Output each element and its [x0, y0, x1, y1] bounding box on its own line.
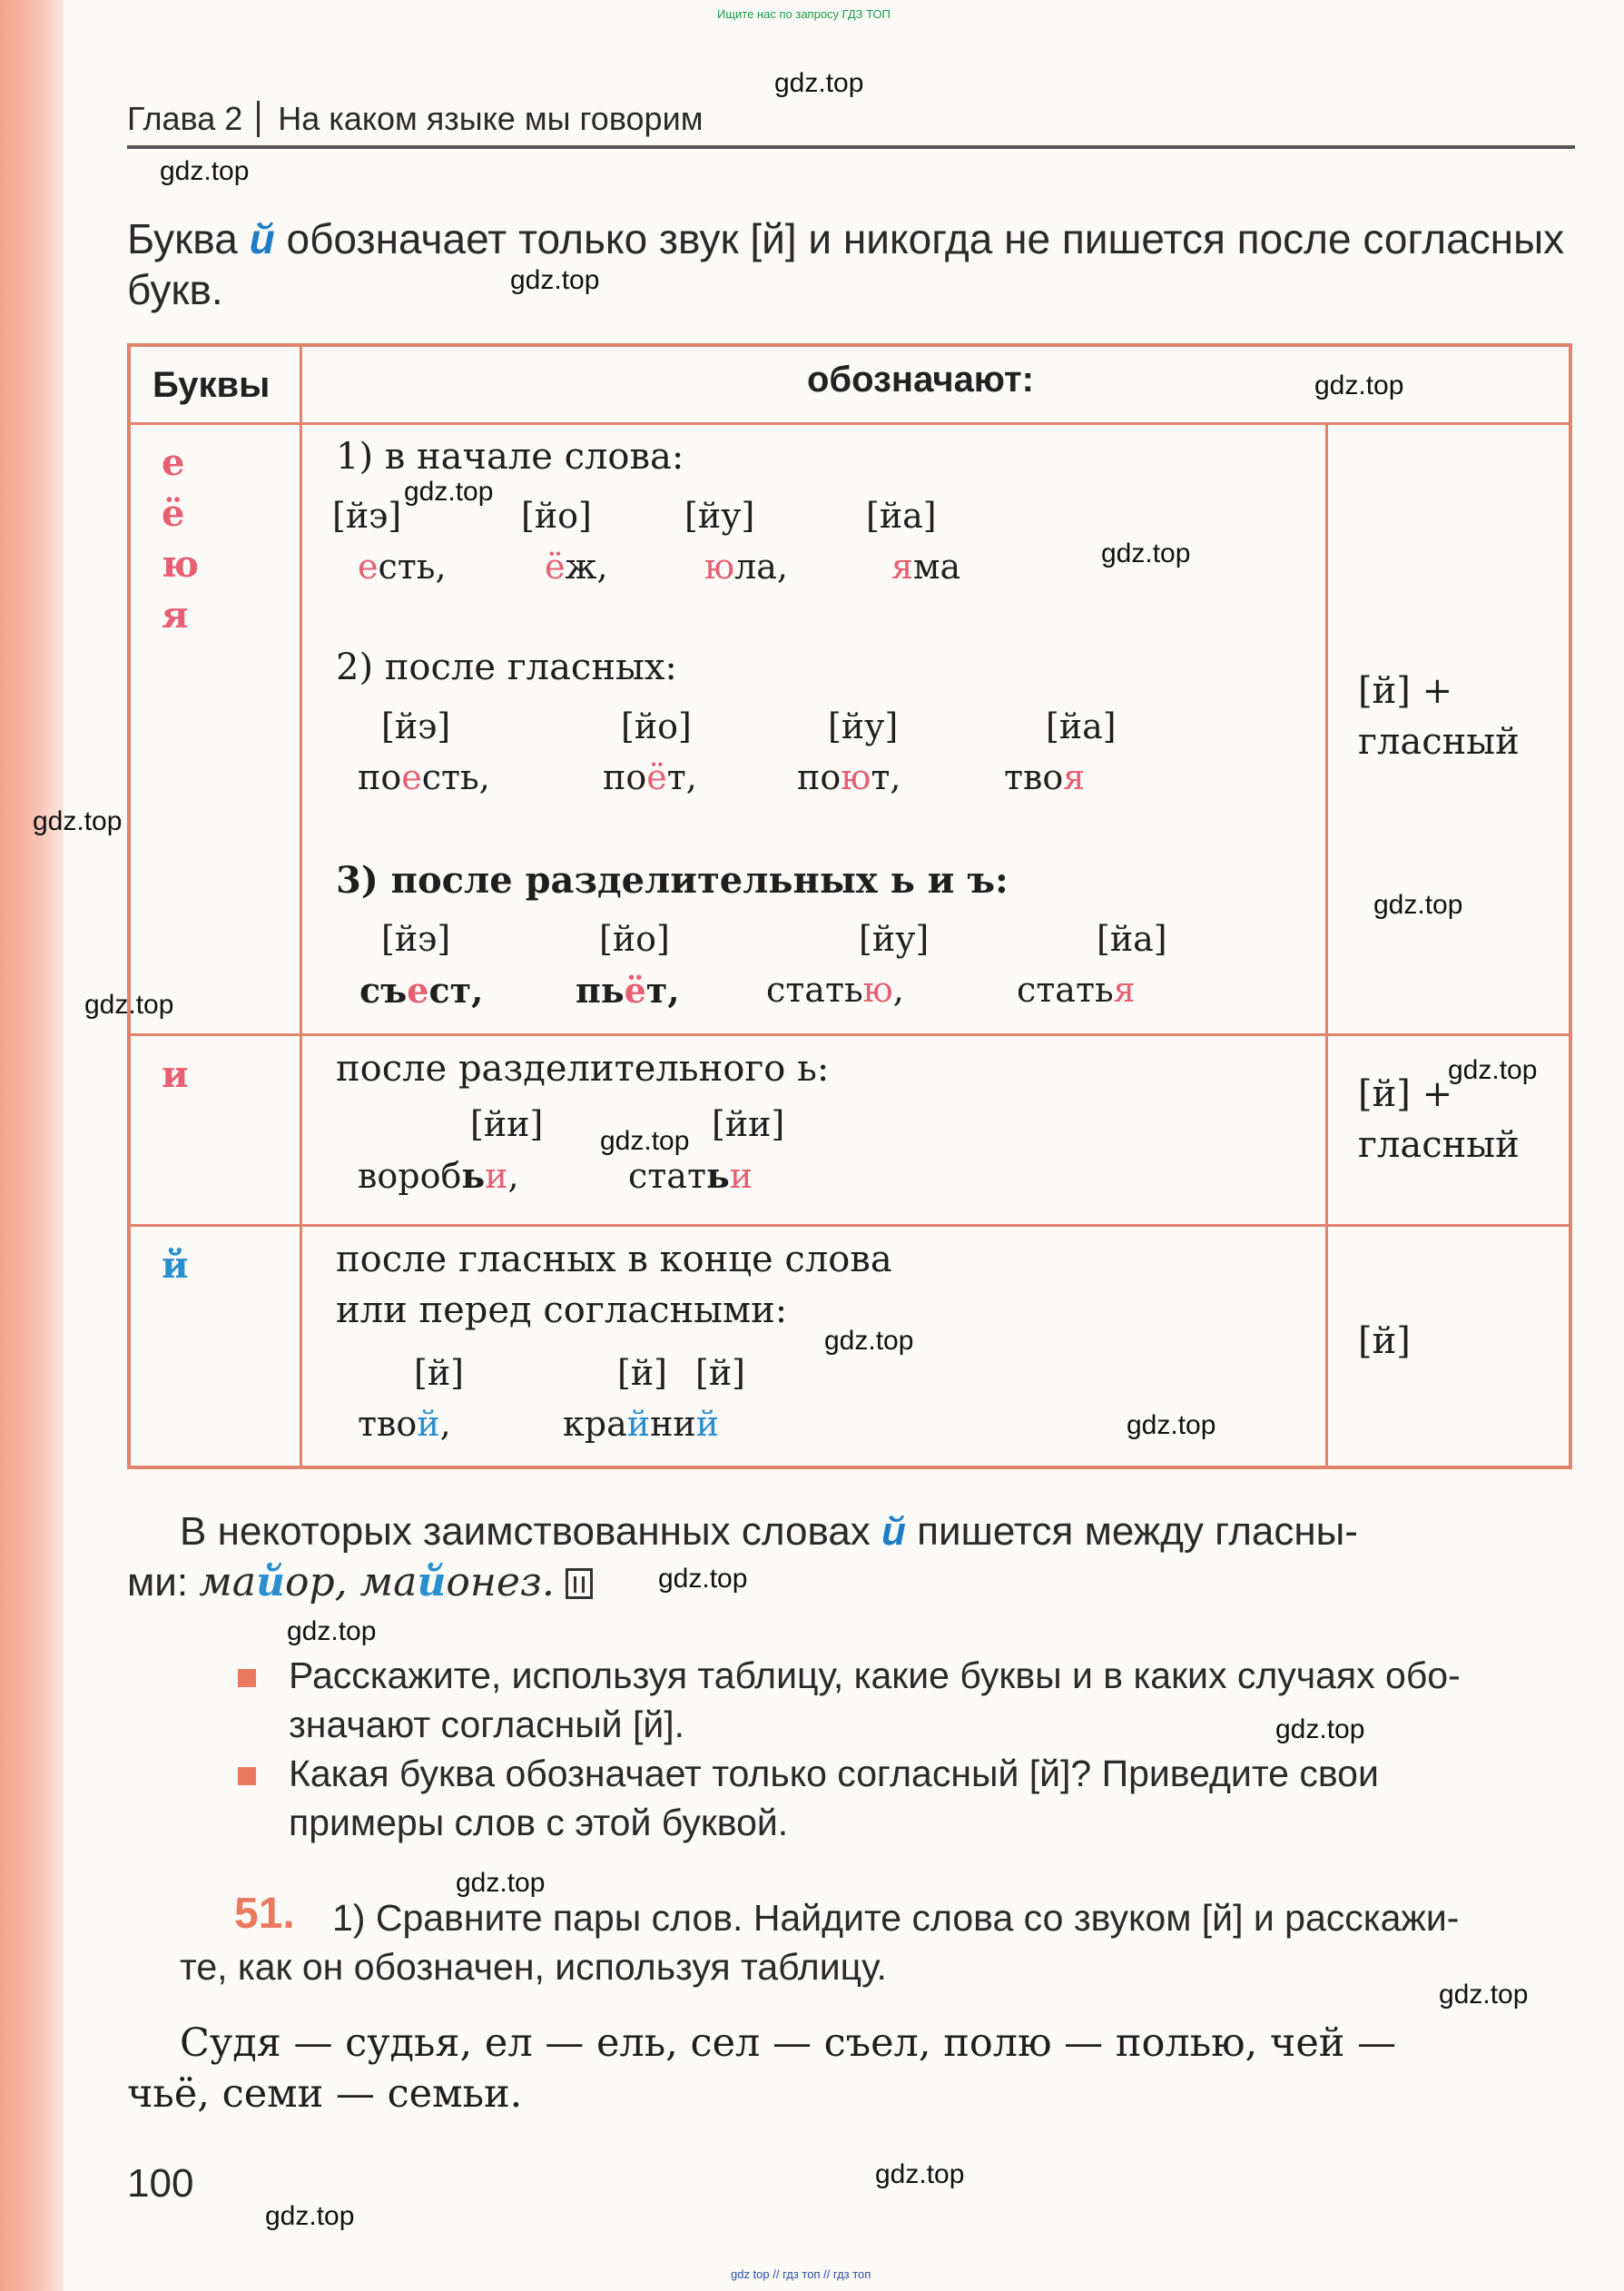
word-part: по — [603, 757, 647, 797]
top-note: Ищите нас по запросу ГДЗ ТОП — [717, 7, 891, 21]
watermark: gdz.top — [774, 68, 864, 98]
example-word — [1004, 757, 1085, 797]
highlighted-letter: ё — [545, 547, 566, 587]
example-word — [358, 547, 447, 587]
table-divider — [300, 347, 302, 1466]
highlighted-letter: й — [256, 1559, 285, 1605]
header-rule — [127, 145, 1575, 149]
example-word — [359, 970, 483, 1011]
word-part: по — [358, 757, 402, 797]
highlighted-letter: я — [1113, 970, 1136, 1010]
highlighted-letter: и — [729, 1156, 753, 1196]
letter-i: и — [162, 1053, 189, 1096]
chapter-label: Глава 2 — [127, 100, 243, 137]
bullet-marker — [238, 1669, 256, 1687]
watermark: gdz.top — [1314, 370, 1404, 400]
watermark: gdz.top — [456, 1868, 546, 1898]
table-divider — [131, 1224, 1569, 1227]
result-label: гласный — [1358, 1124, 1520, 1166]
letter-ya: я — [162, 594, 189, 637]
transcription: [йо] — [621, 706, 692, 746]
letters-table — [127, 343, 1572, 1469]
example-word — [628, 1155, 753, 1196]
transcription: [й] — [695, 1353, 745, 1393]
word-part: ни — [650, 1404, 696, 1444]
bottom-note: gdz top // гдз топ // гдз топ — [731, 2267, 871, 2281]
case-before-consonants: или перед согласными: — [336, 1289, 788, 1331]
watermark: gdz.top — [875, 2159, 965, 2189]
highlighted-letter: й — [417, 1404, 440, 1444]
word-part: тво — [1004, 757, 1064, 797]
watermark: gdz.top — [160, 156, 250, 186]
highlighted-letter: я — [891, 547, 913, 587]
example-word — [603, 757, 697, 797]
word-part: стать — [766, 970, 863, 1010]
watermark: gdz.top — [1127, 1410, 1216, 1440]
example-word — [576, 970, 680, 1011]
highlighted-letter: й — [626, 1404, 651, 1444]
highlighted-letter: ё — [646, 757, 667, 797]
highlighted-letter: й — [881, 1509, 906, 1554]
header-separator — [257, 101, 260, 137]
exercise-words: чьё, семи — семьи. — [127, 2071, 523, 2117]
letter-yu: ю — [162, 543, 200, 586]
watermark: gdz.top — [1373, 890, 1463, 920]
example-word — [545, 547, 608, 587]
example-word — [563, 1404, 719, 1444]
example-word — [891, 547, 960, 587]
header-letters: Буквы — [153, 365, 271, 405]
word-part: ж, — [565, 547, 608, 587]
example-word-major — [199, 1559, 359, 1605]
exercise-words: Судя — судья, ел — ель, сел — съел, полю — полью, чей — — [180, 2020, 1397, 2066]
highlighted-letter: й — [695, 1404, 720, 1444]
watermark: gdz.top — [84, 990, 174, 1020]
word-part: т, — [645, 970, 680, 1011]
intro-text: обозначает только звук [й] и никогда не пишется после согласных букв. — [127, 215, 1565, 313]
result-label: [й] + — [1358, 670, 1453, 712]
watermark: gdz.top — [33, 806, 123, 836]
case-after-separators: 3) после разделительных ь и ъ: — [336, 859, 1009, 902]
letter-e: е — [162, 441, 185, 484]
word-part: ь — [461, 1155, 486, 1196]
highlighted-letter: я — [1063, 757, 1086, 797]
case-end-of-word: после гласных в конце слова — [336, 1239, 892, 1280]
word-part: сть, — [421, 757, 490, 797]
case-start-of-word: 1) в начале слова: — [336, 436, 684, 478]
table-divider — [131, 1033, 1569, 1036]
watermark: gdz.top — [1448, 1055, 1538, 1085]
borrowed-words-line2 — [127, 1558, 1525, 1607]
word-part: ма — [912, 547, 961, 587]
letter-yo: ё — [162, 492, 185, 535]
question-item — [289, 1749, 1578, 1847]
transcription: [йо] — [521, 496, 592, 536]
intro-paragraph — [127, 213, 1580, 315]
chapter-title: На каком языке мы говорим — [278, 100, 704, 137]
example-word — [704, 547, 788, 587]
transcription: [йа] — [866, 496, 937, 536]
word-part: , — [892, 970, 904, 1010]
example-word — [358, 757, 490, 797]
highlighted-letter: й — [417, 1559, 447, 1605]
word-part: кра — [563, 1404, 627, 1444]
transcription: [йэ] — [381, 706, 451, 746]
dictionary-icon — [566, 1568, 593, 1599]
watermark: gdz.top — [1439, 1980, 1529, 2010]
transcription: [йу] — [828, 706, 899, 746]
example-word — [358, 1155, 519, 1196]
word-part: , — [439, 1404, 451, 1444]
word-part: по — [797, 757, 842, 797]
word-part: ор, — [285, 1559, 360, 1605]
word-part: ст, — [428, 970, 484, 1011]
watermark: gdz.top — [265, 2201, 355, 2231]
transcription: [йо] — [599, 919, 670, 959]
word-part: съ — [359, 970, 408, 1011]
watermark: gdz.top — [1275, 1714, 1365, 1744]
exercise-instruction: те, как он обозначен, используя таблицу. — [180, 1946, 887, 1988]
watermark: gdz.top — [404, 477, 494, 507]
word-part: ь — [705, 1155, 730, 1196]
word-part: ла, — [734, 547, 788, 587]
highlighted-letter: ю — [841, 757, 871, 797]
highlighted-letter: е — [407, 970, 429, 1011]
word-part: стать — [1017, 970, 1114, 1010]
transcription: [йа] — [1046, 706, 1117, 746]
example-word — [1017, 970, 1136, 1010]
borrowed-words-line1 — [180, 1507, 1578, 1556]
intro-text: Буква — [127, 215, 250, 262]
header-meaning: обозначают: — [807, 360, 1034, 400]
transcription: [йи] — [712, 1104, 785, 1144]
page-number: 100 — [127, 2161, 194, 2206]
exercise-number: 51. — [234, 1890, 295, 1938]
question-text: примеры слов с этой буквой. — [289, 1802, 789, 1843]
highlighted-letter: ё — [624, 970, 646, 1011]
watermark: gdz.top — [658, 1564, 748, 1594]
word-part: стат — [628, 1156, 706, 1196]
result-label: [й] — [1358, 1320, 1411, 1362]
table-divider — [1325, 422, 1328, 1466]
transcription: [йу] — [859, 919, 930, 959]
highlighted-letter: и — [485, 1156, 508, 1196]
paragraph-text: пишется между гласны- — [905, 1509, 1358, 1554]
highlighted-letter: е — [358, 547, 379, 587]
letter-short-i: й — [162, 1244, 189, 1287]
example-word-mayonnaise — [360, 1559, 555, 1605]
word-part: пь — [576, 970, 625, 1011]
watermark: gdz.top — [287, 1616, 377, 1646]
transcription: [йа] — [1097, 919, 1167, 959]
transcription: [й] — [414, 1353, 464, 1393]
transcription: [йэ] — [332, 496, 402, 536]
result-label: гласный — [1358, 721, 1520, 763]
question-item — [289, 1651, 1578, 1749]
transcription: [йи] — [470, 1104, 544, 1144]
word-part: сть, — [378, 547, 447, 587]
word-part: ма — [359, 1559, 418, 1605]
chapter-header — [127, 100, 703, 138]
exercise-instruction: 1) Сравните пары слов. Найдите слова со звуком [й] и расскажи- — [332, 1897, 1460, 1939]
page-edge-strip — [0, 0, 64, 2291]
highlighted-letter: й — [249, 215, 275, 262]
question-text: значают согласный [й]. — [289, 1703, 685, 1745]
highlighted-letter: е — [401, 757, 422, 797]
word-part: т, — [871, 757, 901, 797]
transcription: [йэ] — [381, 919, 451, 959]
highlighted-letter: ю — [704, 547, 735, 587]
highlighted-letter: ю — [862, 970, 893, 1010]
example-word — [766, 970, 904, 1010]
question-text: Расскажите, используя таблицу, какие буквы и в каких случаях обо- — [289, 1654, 1461, 1696]
word-part: вороб — [358, 1156, 462, 1196]
watermark: gdz.top — [600, 1126, 690, 1156]
word-part: онез. — [446, 1559, 555, 1605]
watermark: gdz.top — [1101, 538, 1191, 568]
transcription: [йу] — [684, 496, 755, 536]
table-divider — [131, 422, 1569, 425]
case-after-soft-sign: после разделительного ь: — [336, 1048, 830, 1090]
result-label: [й] + — [1358, 1073, 1453, 1115]
example-word — [358, 1404, 451, 1444]
transcription: [й] — [617, 1353, 667, 1393]
word-part: , — [507, 1156, 519, 1196]
example-word — [797, 757, 901, 797]
watermark: gdz.top — [824, 1326, 914, 1356]
case-after-vowels: 2) после гласных: — [336, 647, 677, 688]
word-part: ма — [199, 1559, 256, 1605]
paragraph-text: В некоторых заимствованных словах — [180, 1509, 882, 1554]
watermark: gdz.top — [510, 265, 600, 295]
question-text: Какая буква обозначает только согласный [й]? Приведите свои — [289, 1753, 1379, 1794]
word-part: тво — [358, 1404, 418, 1444]
paragraph-text: ми: — [127, 1560, 200, 1605]
bullet-marker — [238, 1767, 256, 1785]
word-part: т, — [666, 757, 697, 797]
